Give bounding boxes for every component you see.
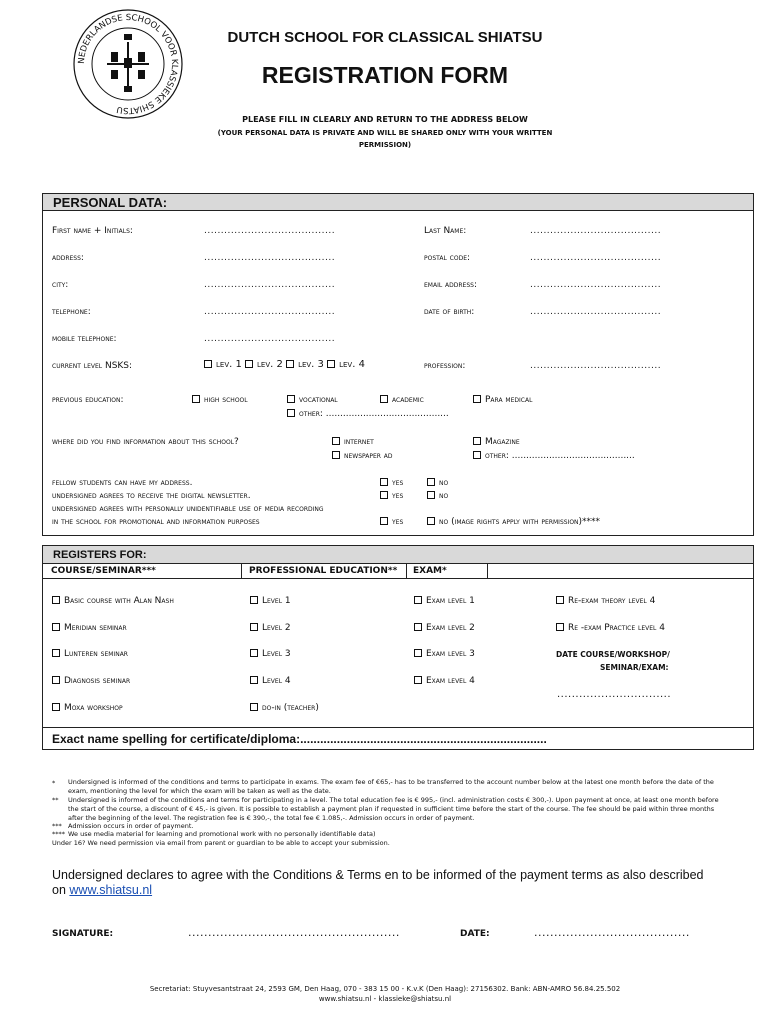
fellow-yes-checkbox[interactable]: yes [380, 478, 403, 488]
exam-level-1-checkbox[interactable]: Exam level 1 [414, 596, 475, 606]
email-label: email address: [424, 280, 477, 290]
current-level-label: current level NSKS: [52, 361, 133, 371]
exam-level-4-checkbox[interactable]: Exam level 4 [414, 676, 475, 686]
registers-for-header [42, 545, 754, 563]
telephone-field[interactable]: ....................................... [204, 307, 336, 317]
course-meridian-checkbox[interactable]: Meridian seminar [52, 623, 127, 633]
newsletter-no-checkbox[interactable]: no [427, 491, 448, 501]
course-diagnosis-checkbox[interactable]: Diagnosis seminar [52, 676, 130, 686]
dob-label: date of birth: [424, 307, 475, 317]
certificate-name-row [42, 727, 754, 750]
reexam-theory-checkbox[interactable]: Re-exam theory level 4 [556, 596, 655, 606]
prof-level-1-checkbox[interactable]: Level 1 [250, 596, 291, 606]
school-name: DUTCH SCHOOL FOR CLASSICAL SHIATSU [227, 29, 543, 46]
signature-label: SIGNATURE: [52, 929, 114, 939]
footnote-mark-4: **** [52, 830, 65, 838]
prof-level-2-checkbox[interactable]: Level 2 [250, 623, 291, 633]
vocational-checkbox[interactable]: vocational [287, 395, 338, 405]
logo-glyphs-icon [107, 34, 149, 92]
previous-education-label: previous education: [52, 395, 124, 405]
privacy-note: (YOUR PERSONAL DATA IS PRIVATE AND WILL BE SHARED ONLY WITH YOUR WRITTEN PERMISSION) [217, 129, 553, 149]
city-label: city: [52, 280, 69, 290]
website-link[interactable]: www.shiatsu.nl [69, 883, 153, 897]
footnote-mark-3: *** [52, 822, 62, 830]
course-column-header: COURSE/SEMINAR*** [51, 566, 156, 576]
footer-secretariat: Secretariat: Stuyvesantstraat 24, 2593 GM, Den Haag, 070 - 383 15 00 - K.v.K (Den Haag): 27156302. Bank: ABN-AMRO 56.84.25.502 [149, 985, 621, 993]
address-field[interactable]: ....................................... [204, 253, 336, 263]
mobile-field[interactable]: ....................................... [204, 334, 336, 344]
address-label: address: [52, 253, 84, 263]
date-course-label-2: SEMINAR/EXAM: [600, 663, 669, 672]
instruction-text: PLEASE FILL IN CLEARLY AND RETURN TO THE ADDRESS BELOW [242, 115, 528, 124]
certificate-name-field[interactable]: Exact name spelling for certificate/diploma:.......................................................................... [52, 732, 547, 746]
footnote-admission: Admission occurs in order of payment. [68, 822, 194, 830]
internet-checkbox[interactable]: internet [332, 437, 374, 447]
exam-column-header: EXAM* [413, 566, 447, 576]
email-field[interactable]: ....................................... [530, 280, 662, 290]
first-name-field[interactable]: ....................................... [204, 226, 336, 236]
last-name-field[interactable]: ....................................... [530, 226, 662, 236]
date-field[interactable]: ....................................... [534, 926, 690, 939]
postal-code-label: postal code: [424, 253, 471, 263]
media-consent-label-2: in the school for promotional and information purposes [52, 517, 260, 527]
school-logo [72, 8, 184, 120]
academic-checkbox[interactable]: academic [380, 395, 424, 405]
form-title: REGISTRATION FORM [261, 62, 509, 88]
footer-contact: www.shiatsu.nl - klassieke@shiatsu.nl [318, 995, 452, 1003]
level-1-checkbox[interactable]: lev. 1 [204, 359, 242, 370]
mobile-label: mobile telephone: [52, 334, 117, 344]
exam-level-3-checkbox[interactable]: Exam level 3 [414, 649, 475, 659]
telephone-label: telephone: [52, 307, 91, 317]
other-education-checkbox[interactable]: other: ........................................... [287, 409, 449, 419]
reexam-practice-checkbox[interactable]: Re -exam Practice level 4 [556, 623, 665, 633]
course-lunteren-checkbox[interactable]: Lunteren seminar [52, 649, 128, 659]
other-found-checkbox[interactable]: other: ........................................... [473, 451, 635, 461]
where-found-label: where did you find information about this school? [52, 437, 239, 447]
date-course-label-1: DATE COURSE/WORKSHOP/ [556, 650, 670, 659]
postal-code-field[interactable]: ....................................... [530, 253, 662, 263]
signature-field[interactable]: ..................................................... [188, 926, 400, 939]
newsletter-label: undersigned agrees to receive the digital newsletter. [52, 491, 251, 501]
media-yes-checkbox[interactable]: yes [380, 517, 403, 527]
prof-do-in-checkbox[interactable]: do-in (teacher) [250, 703, 319, 713]
course-basic-checkbox[interactable]: Basic course with Alan Nash [52, 596, 174, 606]
level-options [204, 359, 365, 370]
high-school-checkbox[interactable]: high school [192, 395, 248, 405]
prof-level-3-checkbox[interactable]: Level 3 [250, 649, 291, 659]
course-moxa-checkbox[interactable]: Moxa workshop [52, 703, 123, 713]
prof-education-column-header: PROFESSIONAL EDUCATION** [249, 566, 398, 576]
profession-field[interactable]: ....................................... [530, 361, 662, 371]
para-medical-checkbox[interactable]: Para medical [473, 395, 532, 405]
prof-level-4-checkbox[interactable]: Level 4 [250, 676, 291, 686]
profession-label: profession: [424, 361, 466, 371]
magazine-checkbox[interactable]: Magazine [473, 437, 520, 447]
level-4-checkbox[interactable]: lev. 4 [327, 359, 365, 370]
footnote-media: We use media material for learning and promotional work with no personally identifiable data) [68, 830, 376, 838]
media-no-checkbox[interactable]: no (image rights apply with permission)**** [427, 517, 600, 527]
date-label: DATE: [460, 929, 490, 939]
personal-data-header [42, 193, 754, 211]
city-field[interactable]: ....................................... [204, 280, 336, 290]
registers-for-title: REGISTERS FOR: [53, 549, 147, 561]
personal-data-title: PERSONAL DATA: [53, 195, 168, 210]
registers-columns-row [42, 563, 754, 579]
footnote-under16: Under 16? We need permission via email from parent or guardian to be able to accept your submission. [52, 839, 390, 847]
last-name-label: Last Name: [424, 226, 467, 236]
fellow-no-checkbox[interactable]: no [427, 478, 448, 488]
level-3-checkbox[interactable]: lev. 3 [286, 359, 324, 370]
footnote-level: Undersigned is informed of the conditions and terms for participating in a level. The total education fee is € 995,- (incl. administration costs € 300,-). Upon payment at once, at least one month before the start of the course, a discount of € 45,- is given. It is possible to establish a payment plan if requested in sufficient time before the start of the course. The fee should be paid within three months after the beginning of the level. The registration fee is € 390,-, the total fee € 1.085,-. Admission occurs in order of payment. [68, 796, 719, 822]
footnote-mark-1: * [52, 779, 56, 787]
fellow-students-label: fellow students can have my address. [52, 478, 193, 488]
date-course-field[interactable]: ............................... [557, 689, 672, 700]
newsletter-yes-checkbox[interactable]: yes [380, 491, 403, 501]
declaration-text: Undersigned declares to agree with the Conditions & Terms en to be informed of the payment terms as also described on www.shiatsu.nl [52, 868, 704, 897]
media-consent-label-1: undersigned agrees with personally unidentifiable use of media recording [52, 504, 324, 514]
first-name-label: First name + Initials: [52, 226, 133, 236]
logo-ring-text: NEDERLANDSE SCHOOL VOOR KLASSIEKE SHIATSU [76, 12, 180, 116]
newspaper-checkbox[interactable]: newspaper ad [332, 451, 393, 461]
dob-field[interactable]: ....................................... [530, 307, 662, 317]
exam-level-2-checkbox[interactable]: Exam level 2 [414, 623, 475, 633]
footnote-exam: Undersigned is informed of the conditions and terms to participate in exams. The exam fee of €65,- has to be transferred to the account number below at the latest one month before the date of the exam, mentioning the level for which the exam will be taken as well as the date. [68, 778, 714, 795]
footnote-mark-2: ** [52, 796, 59, 804]
level-2-checkbox[interactable]: lev. 2 [245, 359, 283, 370]
